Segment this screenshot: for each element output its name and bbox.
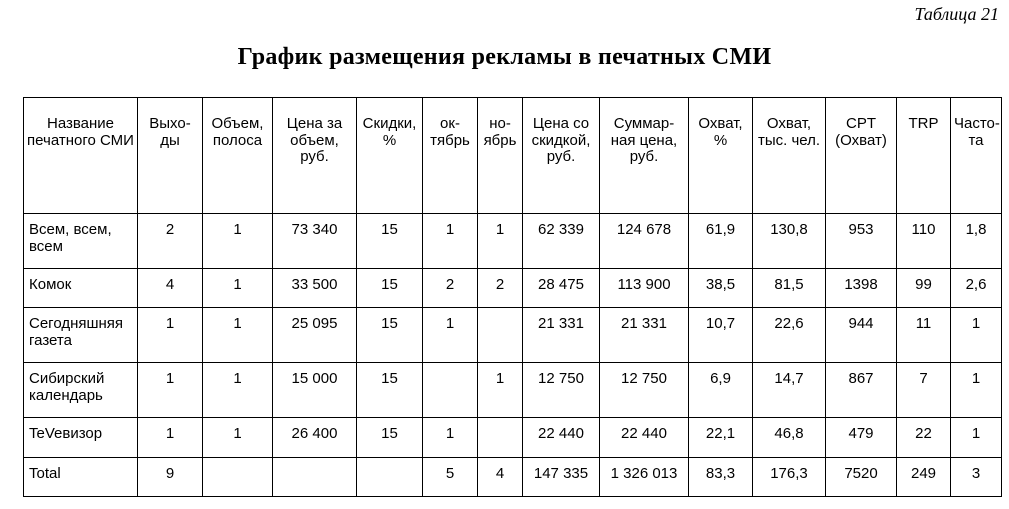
cell-name: Сибирский календарь bbox=[24, 363, 138, 418]
cell-october: 1 bbox=[423, 418, 478, 458]
cell-november: 1 bbox=[478, 214, 523, 269]
table-row bbox=[24, 363, 1002, 418]
cell-reach-percent: 38,5 bbox=[689, 269, 753, 308]
header-cell-reach-percent: Охват, % bbox=[689, 98, 753, 214]
cell-reach-thousands: 46,8 bbox=[753, 418, 826, 458]
header-cell-name: Название печатного СМИ bbox=[24, 98, 138, 214]
header-cell-volume: Объем, полоса bbox=[203, 98, 273, 214]
cell-price: 25 095 bbox=[273, 308, 357, 363]
cell-october: 5 bbox=[423, 458, 478, 497]
cell-discount-price: 21 331 bbox=[523, 308, 600, 363]
cell-reach-percent: 83,3 bbox=[689, 458, 753, 497]
cell-reach-thousands: 130,8 bbox=[753, 214, 826, 269]
header-cell-price: Цена за объем, руб. bbox=[273, 98, 357, 214]
cell-trp: 249 bbox=[897, 458, 951, 497]
cell-trp: 11 bbox=[897, 308, 951, 363]
cell-total-price: 12 750 bbox=[600, 363, 689, 418]
cell-discount: 15 bbox=[357, 418, 423, 458]
cell-november: 2 bbox=[478, 269, 523, 308]
cell-volume: 1 bbox=[203, 418, 273, 458]
header-cell-frequency: Часто-та bbox=[951, 98, 1002, 214]
cell-reach-percent: 22,1 bbox=[689, 418, 753, 458]
cell-volume: 1 bbox=[203, 308, 273, 363]
page-title: График размещения рекламы в печатных СМИ bbox=[237, 44, 772, 70]
header-cell-total-price: Суммар-ная цена, руб. bbox=[600, 98, 689, 214]
table-row bbox=[24, 269, 1002, 308]
cell-trp: 110 bbox=[897, 214, 951, 269]
cell-cpt: 867 bbox=[826, 363, 897, 418]
cell-reach-percent: 6,9 bbox=[689, 363, 753, 418]
table-row bbox=[24, 214, 1002, 269]
cell-discount-price: 62 339 bbox=[523, 214, 600, 269]
table-row bbox=[24, 418, 1002, 458]
cell-october: 2 bbox=[423, 269, 478, 308]
table-row bbox=[24, 308, 1002, 363]
cell-discount bbox=[357, 458, 423, 497]
cell-cpt: 7520 bbox=[826, 458, 897, 497]
cell-reach-thousands: 176,3 bbox=[753, 458, 826, 497]
cell-discount: 15 bbox=[357, 363, 423, 418]
cell-reach-percent: 61,9 bbox=[689, 214, 753, 269]
cell-october: 1 bbox=[423, 308, 478, 363]
cell-discount-price: 28 475 bbox=[523, 269, 600, 308]
cell-trp: 99 bbox=[897, 269, 951, 308]
cell-price: 33 500 bbox=[273, 269, 357, 308]
cell-reach-thousands: 22,6 bbox=[753, 308, 826, 363]
cell-issues: 1 bbox=[138, 308, 203, 363]
cell-frequency: 1 bbox=[951, 308, 1002, 363]
cell-name: Всем, всем, всем bbox=[24, 214, 138, 269]
cell-discount-price: 12 750 bbox=[523, 363, 600, 418]
header-cell-cpt: CPT (Охват) bbox=[826, 98, 897, 214]
cell-issues: 4 bbox=[138, 269, 203, 308]
cell-volume: 1 bbox=[203, 214, 273, 269]
cell-frequency: 1 bbox=[951, 418, 1002, 458]
cell-total-price: 113 900 bbox=[600, 269, 689, 308]
cell-volume: 1 bbox=[203, 269, 273, 308]
cell-issues: 1 bbox=[138, 363, 203, 418]
header-cell-discount: Скидки, % bbox=[357, 98, 423, 214]
cell-total-price: 22 440 bbox=[600, 418, 689, 458]
table-number-label: Таблица 21 bbox=[914, 4, 999, 24]
header-cell-november: но-ябрь bbox=[478, 98, 523, 214]
cell-trp: 7 bbox=[897, 363, 951, 418]
cell-discount: 15 bbox=[357, 269, 423, 308]
total-row bbox=[24, 458, 1002, 497]
cell-frequency: 1 bbox=[951, 363, 1002, 418]
cell-october bbox=[423, 363, 478, 418]
cell-november bbox=[478, 418, 523, 458]
ad-schedule-table bbox=[23, 97, 1002, 497]
cell-name: Комок bbox=[24, 269, 138, 308]
cell-cpt: 944 bbox=[826, 308, 897, 363]
cell-issues: 9 bbox=[138, 458, 203, 497]
header-cell-reach-thousands: Охват, тыс. чел. bbox=[753, 98, 826, 214]
cell-price bbox=[273, 458, 357, 497]
cell-october: 1 bbox=[423, 214, 478, 269]
header-cell-discount-price: Цена со скидкой, руб. bbox=[523, 98, 600, 214]
cell-november: 4 bbox=[478, 458, 523, 497]
cell-total-price: 21 331 bbox=[600, 308, 689, 363]
cell-discount: 15 bbox=[357, 308, 423, 363]
cell-price: 15 000 bbox=[273, 363, 357, 418]
cell-issues: 2 bbox=[138, 214, 203, 269]
cell-cpt: 953 bbox=[826, 214, 897, 269]
cell-total-price: 1 326 013 bbox=[600, 458, 689, 497]
cell-frequency: 1,8 bbox=[951, 214, 1002, 269]
cell-discount-price: 147 335 bbox=[523, 458, 600, 497]
cell-reach-thousands: 81,5 bbox=[753, 269, 826, 308]
cell-price: 26 400 bbox=[273, 418, 357, 458]
cell-trp: 22 bbox=[897, 418, 951, 458]
cell-issues: 1 bbox=[138, 418, 203, 458]
cell-name: TeVeвизор bbox=[24, 418, 138, 458]
header-cell-october: ок-тябрь bbox=[423, 98, 478, 214]
header-cell-trp: TRP bbox=[897, 98, 951, 214]
cell-discount: 15 bbox=[357, 214, 423, 269]
cell-discount-price: 22 440 bbox=[523, 418, 600, 458]
cell-reach-thousands: 14,7 bbox=[753, 363, 826, 418]
cell-cpt: 1398 bbox=[826, 269, 897, 308]
cell-reach-percent: 10,7 bbox=[689, 308, 753, 363]
cell-november bbox=[478, 308, 523, 363]
cell-volume: 1 bbox=[203, 363, 273, 418]
cell-cpt: 479 bbox=[826, 418, 897, 458]
cell-total-price: 124 678 bbox=[600, 214, 689, 269]
cell-volume bbox=[203, 458, 273, 497]
cell-frequency: 2,6 bbox=[951, 269, 1002, 308]
header-cell-issues: Выхо-ды bbox=[138, 98, 203, 214]
cell-frequency: 3 bbox=[951, 458, 1002, 497]
cell-name: Total bbox=[24, 458, 138, 497]
cell-november: 1 bbox=[478, 363, 523, 418]
header-row bbox=[24, 98, 1002, 214]
cell-name: Сегодняшняя газета bbox=[24, 308, 138, 363]
cell-price: 73 340 bbox=[273, 214, 357, 269]
